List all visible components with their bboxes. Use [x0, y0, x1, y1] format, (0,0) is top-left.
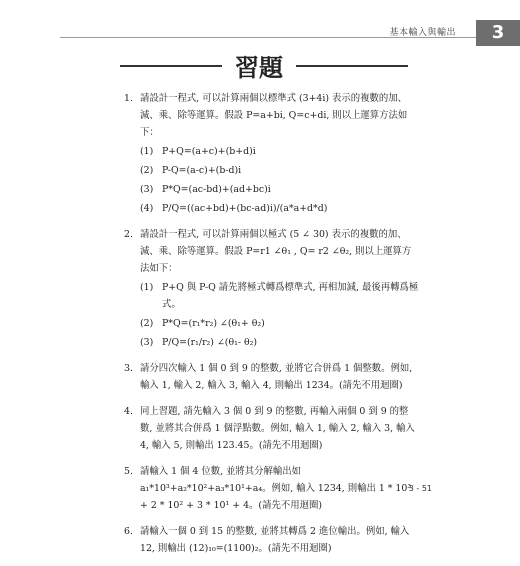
sub-item-number: (2) [140, 318, 154, 329]
exercise-text: 請設計一程式, 可以計算兩個以極式 (5 ∠ 30) 表示的複數的加、減、乘、除等運算。假設 P=r1 ∠θ₁ , Q= r2 ∠θ₂, 則以上運算方法如下： [140, 229, 412, 274]
sub-item-text: P-Q=(a-c)+(b-d)i [162, 165, 242, 176]
exercise-title-block [0, 48, 520, 82]
sub-item [140, 334, 420, 351]
sub-item-text: P*Q=(ac-bd)+(ad+bc)i [162, 184, 271, 195]
sub-item-text: P+Q 與 P-Q 請先將極式轉爲標準式, 再相加減, 最後再轉爲極式。 [162, 282, 419, 310]
exercise-1 [124, 90, 420, 217]
exercise-4 [124, 403, 420, 454]
sub-item-text: P*Q=(r₁*r₂) ∠(θ₁+ θ₂) [162, 318, 265, 329]
sub-item-number: (3) [140, 184, 154, 195]
sub-item-number: (4) [140, 203, 154, 214]
page-title: 習題 [235, 54, 283, 82]
title-rule-left [120, 65, 222, 67]
exercise-list [124, 90, 420, 566]
exercise-text: 同上習題, 請先輸入 3 個 0 到 9 的整數, 再輸入兩個 0 到 9 的整數, 並將其合併爲 1 個浮點數。例如, 輸入 1, 輸入 2, 輸入 3, 輸入 4, 輸入 5, 則輸出 123.45。(請先不用迴圈) [140, 406, 415, 451]
exercise-3 [124, 360, 420, 394]
sub-item-text: P/Q=((ac+bd)+(bc-ad)i)/(a*a+d*d) [162, 203, 328, 214]
title-rule-right [296, 65, 408, 67]
sub-item-number: (1) [140, 146, 154, 157]
sub-item-number: (2) [140, 165, 154, 176]
exercise-text: 請設計一程式, 可以計算兩個以標準式 (3+4i) 表示的複數的加、減、乘、除等運算。假設 P=a+bi, Q=c+di, 則以上運算方法如下： [140, 93, 408, 138]
page-number: 3 - 51 [408, 484, 432, 493]
sub-item-text: P+Q=(a+c)+(b+d)i [162, 146, 256, 157]
sub-item [140, 200, 420, 217]
sub-item-text: P/Q=(r₁/r₂) ∠(θ₁- θ₂) [162, 337, 258, 348]
exercise-number: 1. [124, 93, 133, 104]
chapter-badge: 3 [476, 20, 520, 46]
exercise-number: 2. [124, 229, 133, 240]
sub-item [140, 181, 420, 198]
sub-item-number: (1) [140, 282, 154, 293]
exercise-text: 請輸入一個 0 到 15 的整數, 並將其轉爲 2 進位輸出。例如, 輸入 12, 則輸出 (12)₁₀=(1100)₂。(請先不用迴圈) [140, 526, 410, 554]
sub-item [140, 143, 420, 160]
exercise-number: 3. [124, 363, 133, 374]
exercise-6 [124, 523, 420, 557]
exercise-text: 請輸入 1 個 4 位數, 並將其分解輸出如 a₁*10³+a₂*10²+a₃*10¹+a₄。例如, 輸入 1234, 則輸出 1 * 10³ + 2 * 10² + 3 * 10¹ + 4。(請先不用迴圈) [140, 466, 412, 511]
exercise-number: 6. [124, 526, 133, 537]
sub-item [140, 162, 420, 179]
sub-item-number: (3) [140, 337, 154, 348]
sub-item [140, 279, 420, 313]
section-title: 基本輸入與輸出 [389, 28, 456, 38]
sub-item [140, 315, 420, 332]
exercise-5 [124, 463, 420, 514]
exercise-2 [124, 226, 420, 351]
exercise-number: 5. [124, 466, 133, 477]
exercise-number: 4. [124, 406, 133, 417]
exercise-text: 請分四次輸入 1 個 0 到 9 的整數, 並將它合併爲 1 個整數。例如, 輸入 1, 輸入 2, 輸入 3, 輸入 4, 則輸出 1234。(請先不用迴圈) [140, 363, 413, 391]
